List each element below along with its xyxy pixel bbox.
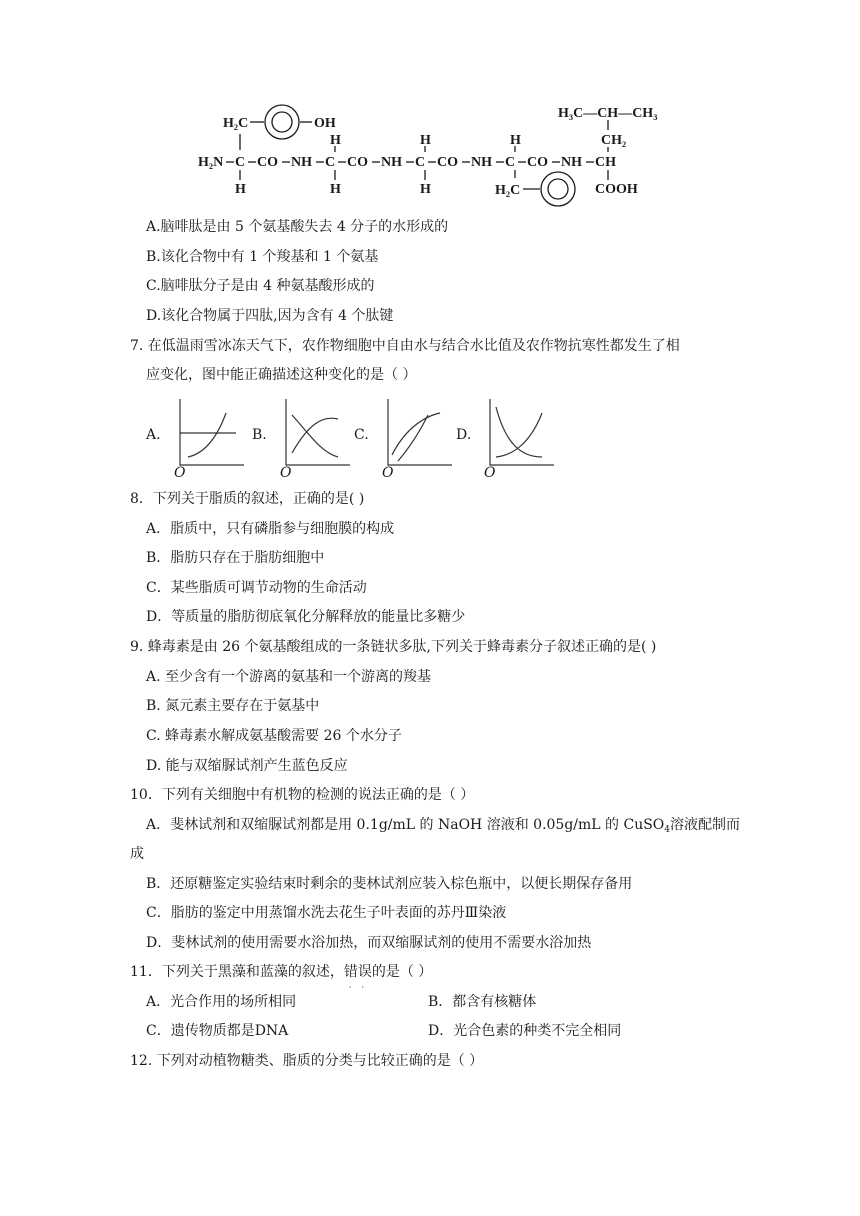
q8-stem: 8．下列关于脂质的叙述，正确的是( ) (130, 491, 365, 507)
svg-text:H: H (510, 133, 521, 148)
q6-option-b: B.该化合物中有 1 个羧基和 1 个氨基 (146, 249, 379, 265)
q9-option-b: B. 氮元素主要存在于氨基中 (146, 698, 320, 714)
tyr-ch2: H₂C (223, 116, 249, 131)
q8-option-c: C．某些脂质可调节动物的生命活动 (146, 580, 367, 596)
q10-option-b: B．还原糖鉴定实验结束时剩余的斐林试剂应装入棕色瓶中，以便长期保存备用 (146, 876, 633, 892)
q11-stem: 11．下列关于黑藻和蓝藻的叙述，错误 ·· 的是（ ） (130, 964, 433, 992)
q10-option-a-line2: 成 (130, 846, 144, 862)
svg-text:H: H (420, 182, 431, 197)
svg-text:H: H (235, 182, 246, 197)
graph-c-origin: O (382, 465, 394, 481)
svg-text:CO: CO (437, 155, 458, 170)
q8-option-d: D．等质量的脂肪彻底氧化分解释放的能量比多糖少 (146, 609, 466, 625)
svg-text:NH: NH (381, 155, 402, 170)
svg-text:C: C (415, 155, 426, 170)
q10-stem: 10．下列有关细胞中有机物的检测的说法正确的是（ ） (130, 787, 475, 803)
graph-a-origin: O (174, 465, 186, 481)
n-terminus: H₂N (198, 155, 224, 170)
q10-option-c: C．脂肪的鉴定中用蒸馏水洗去花生子叶表面的苏丹Ⅲ染液 (146, 905, 507, 921)
svg-text:CO: CO (347, 155, 368, 170)
q9-option-c: C. 蜂毒素水解成氨基酸需要 26 个水分子 (146, 728, 402, 744)
svg-text:CO: CO (527, 155, 548, 170)
tyr-oh: OH (314, 116, 336, 131)
q7-stem-line1: 7. 在低温雨雪冰冻天气下，农作物细胞中自由水与结合水比值及农作物抗寒性都发生了相 (130, 338, 680, 354)
q11-emphasis: 错误 ·· (343, 964, 374, 992)
q6-option-c: C.脑啡肽分子是由 4 种氨基酸形成的 (146, 278, 375, 294)
graph-d-label: D. (456, 427, 472, 443)
q11-option-a: A．光合作用的场所相同 (146, 994, 297, 1010)
svg-text:NH: NH (561, 155, 582, 170)
q10-option-d: D．斐林试剂的使用需要水浴加热，而双缩脲试剂的使用不需要水浴加热 (146, 935, 592, 951)
graph-d-origin: O (484, 465, 496, 481)
q9-option-d: D. 能与双缩脲试剂产生蓝色反应 (146, 758, 348, 774)
svg-text:CH₂: CH₂ (601, 133, 627, 148)
svg-text:C: C (505, 155, 516, 170)
peptide-structure-diagram (190, 90, 690, 210)
q6-option-d: D.该化合物属于四肽,因为含有 4 个肽键 (146, 308, 394, 324)
c-terminus: COOH (595, 182, 638, 197)
q12-stem: 12. 下列对动植物糖类、脂质的分类与比较正确的是（ ） (130, 1053, 484, 1069)
svg-text:C: C (325, 155, 336, 170)
svg-text:H: H (330, 182, 341, 197)
q7-stem-line2: 应变化，图中能正确描述这种变化的是（ ） (146, 367, 417, 383)
graph-a-label: A. (146, 427, 161, 443)
svg-text:H: H (330, 133, 341, 148)
q11-option-b: B．都含有核糖体 (428, 994, 537, 1010)
graph-b-origin: O (280, 465, 292, 481)
svg-text:CH: CH (595, 155, 616, 170)
svg-text:H: H (420, 133, 431, 148)
q11-option-d: D．光合色素的种类不完全相同 (428, 1023, 622, 1039)
q9-option-a: A. 至少含有一个游离的氨基和一个游离的羧基 (146, 669, 432, 685)
q8-option-b: B．脂肪只存在于脂肪细胞中 (146, 550, 325, 566)
q9-stem: 9. 蜂毒素是由 26 个氨基酸组成的一条链状多肽,下列关于蜂毒素分子叙述正确的是( ) (130, 639, 657, 655)
q6-option-a: A.脑啡肽是由 5 个氨基酸失去 4 分子的水形成的 (146, 219, 449, 235)
svg-text:NH: NH (291, 155, 312, 170)
q11-option-c: C．遗传物质都是DNA (146, 1023, 289, 1039)
q8-option-a: A．脂质中，只有磷脂参与细胞膜的构成 (146, 521, 395, 537)
svg-text:CO: CO (257, 155, 278, 170)
graph-b-label: B. (252, 427, 267, 443)
phe-ch2: H₂C (495, 183, 521, 198)
q10-option-a-line1: A．斐林试剂和双缩脲试剂都是用 0.1g/mL 的 NaOH 溶液和 0.05g/mL 的 CuSO$_4$溶液配制而 (146, 817, 741, 835)
graph-c-label: C. (354, 427, 369, 443)
svg-text:C: C (235, 155, 246, 170)
side-chain-top: H₃C—CH—CH₃ (558, 106, 658, 121)
svg-text:NH: NH (471, 155, 492, 170)
